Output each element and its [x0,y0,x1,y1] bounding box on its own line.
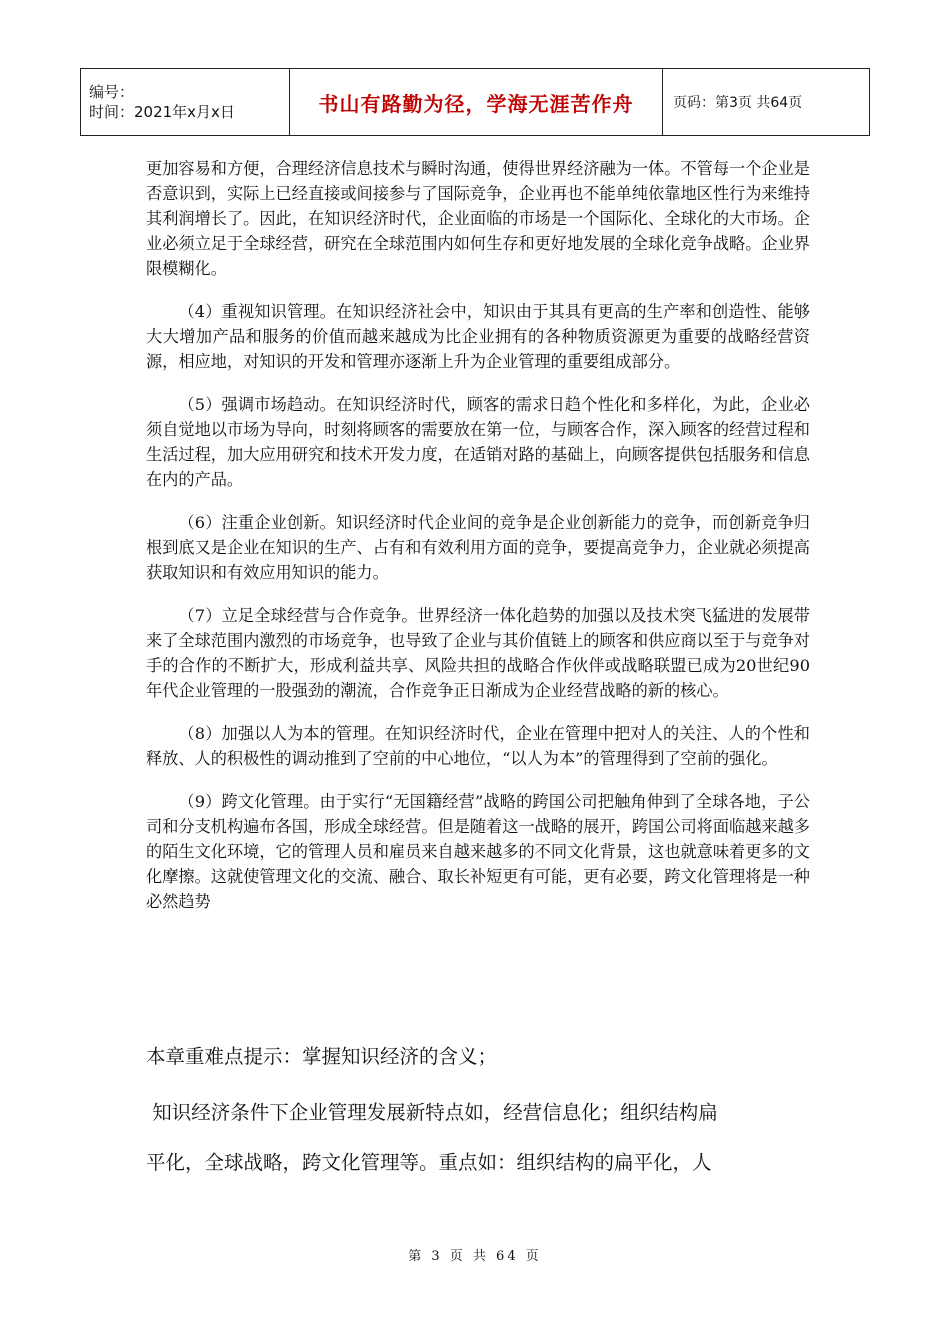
document-time: 时间：2021年x月x日 [89,103,235,121]
page-footer: 第 3 页 共 64 页 [408,1249,542,1264]
paragraph-cross-cultural: （9）跨文化管理。由于实行“无国籍经营”战略的跨国公司把触角伸到了全球各地，子公司和分支机构遍布各国，形成全球经营。但是随着这一战略的展开，跨国公司将面临越来越多的陌生文化环境，它的管理人员和雇员来自越来越多的不同文化背景，这也就意味着更多的文化摩擦。这就使管理文化的交流、融合、取长补短更有可能，更有必要，跨文化管理将是一种必然趋势 [146,792,810,911]
chapter-key-points-line-2: 平化，全球战略，跨文化管理等。重点如：组织结构的扁平化，人 [146,1151,712,1174]
paragraph-knowledge-management: （4）重视知识管理。在知识经济社会中，知识由于其具有更高的生产率和创造性、能够大大增加产品和服务的价值而越来越成为比企业拥有的各种物质资源更为重要的战略经营资源，相应地，对知识的开发和管理亦逐渐上升为企业管理的重要组成部分。 [146,302,810,371]
header-meta [81,69,290,136]
paragraph-people-oriented: （8）加强以人为本的管理。在知识经济时代，企业在管理中把对人的关注、人的个性和释放、人的积极性的调动推到了空前的中心地位，“以人为本”的管理得到了空前的强化。 [146,724,810,768]
main-body [146,156,810,932]
chapter-key-points-heading: 本章重难点提示：掌握知识经济的含义； [146,1045,498,1068]
header-page-number: 页码：第3页 共64页 [663,69,870,136]
header-motto: 书山有路勤为径，学海无涯苦作舟 [290,69,663,136]
paragraph-market-driven: （5）强调市场趋动。在知识经济时代，顾客的需求日趋个性化和多样化，为此，企业必须自觉地以市场为导向，时刻将顾客的需要放在第一位，与顾客合作，深入顾客的经营过程和生活过程，加大应用研究和技术开发力度，在适销对路的基础上，向顾客提供包括服务和信息在内的产品。 [146,395,810,489]
chapter-key-points-line-1: 知识经济条件下企业管理发展新特点如，经营信息化；组织结构扁 [146,1101,718,1124]
page-header [80,68,870,136]
paragraph-innovation: （6）注重企业创新。知识经济时代企业间的竞争是企业创新能力的竞争，而创新竞争归根到底又是企业在知识的生产、占有和有效利用方面的竞争，要提高竞争力，企业就必须提高获取知识和有效应用知识的能力。 [146,513,810,582]
paragraph-continuation: 更加容易和方便，合理经济信息技术与瞬时沟通，使得世界经济融为一体。不管每一个企业是否意识到，实际上已经直接或间接参与了国际竞争，企业再也不能单纯依靠地区性行为来维持其利润增长了。因此，在知识经济时代，企业面临的市场是一个国际化、全球化的大市场。企业必须立足于全球经营，研究在全球范围内如何生存和更好地发展的全球化竞争战略。企业界限模糊化。 [146,159,810,278]
paragraph-global-operation: （7）立足全球经营与合作竞争。世界经济一体化趋势的加强以及技术突飞猛进的发展带来了全球范围内激烈的市场竞争，也导致了企业与其价值链上的顾客和供应商以至于与竞争对手的合作的不断扩大，形成利益共享、风险共担的战略合作伙伴或战略联盟已成为20世纪90年代企业管理的一股强劲的潮流，合作竞争正日渐成为企业经营战略的新的核心。 [146,606,810,700]
document-number: 编号： [89,83,135,101]
